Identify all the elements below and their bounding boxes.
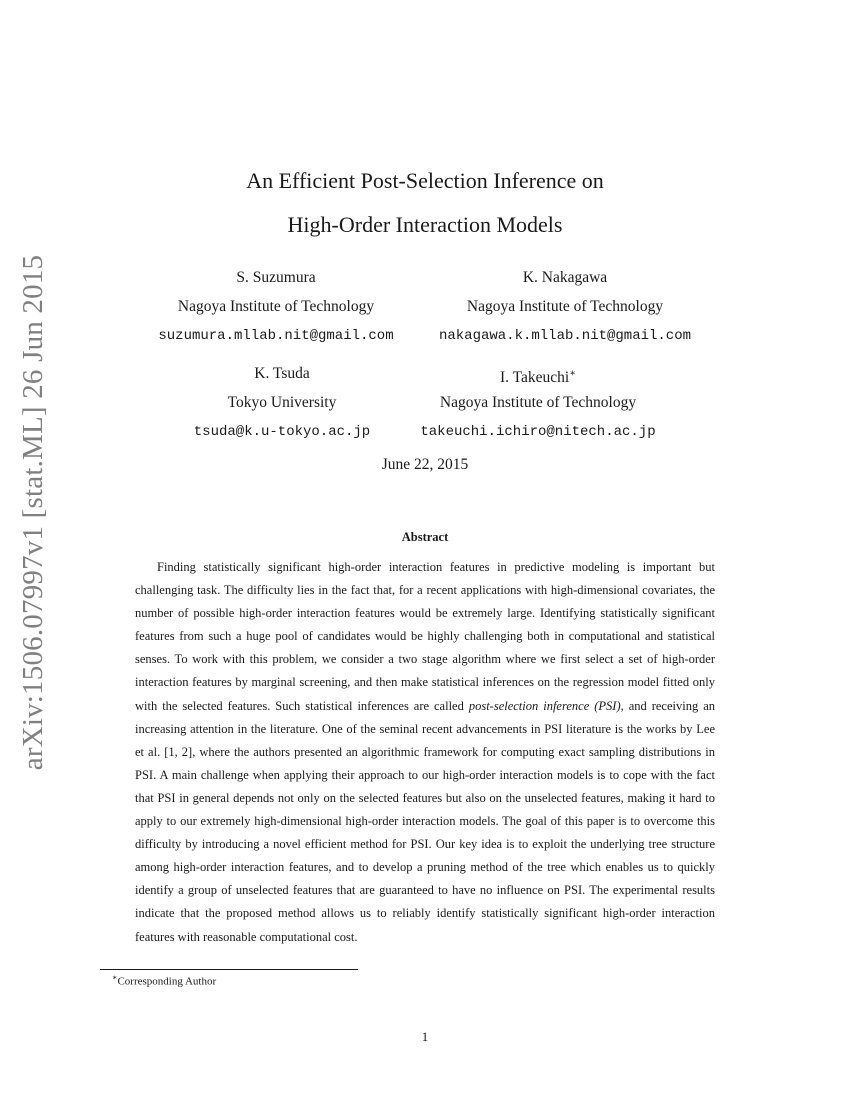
author-block (132, 364, 432, 442)
author-name: K. Nakagawa (522, 269, 608, 286)
author-affiliation: Tokyo University (227, 394, 337, 411)
footnote-mark: ∗ (112, 973, 118, 982)
footnote-text: Corresponding Author (117, 975, 217, 988)
author-name-with-mark (388, 364, 688, 393)
page-number: 1 (421, 1029, 429, 1044)
author-affiliation: Nagoya Institute of Technology (177, 298, 375, 315)
footnote (112, 973, 216, 988)
author-name: I. Takeuchi (499, 369, 570, 387)
author-name: S. Suzumura (236, 269, 316, 286)
author-affiliation: Nagoya Institute of Technology (466, 298, 664, 315)
paper-date: June 22, 2015 (381, 456, 469, 473)
abstract-emphasis: post-selection inference (PSI) (468, 698, 621, 713)
paper-title-line-1: An Efficient Post-Selection Inference on (246, 168, 604, 193)
abstract-body (135, 556, 715, 949)
corresponding-author-mark: ∗ (569, 368, 576, 379)
author-block (388, 364, 688, 442)
author-name: K. Tsuda (254, 365, 310, 382)
abstract-text-part-2: , and receiving an increasing attention in the literature. One of the seminal recent advancements in PSI literature is the works by Lee et al. [1, 2], where the authors presented an algorithmic framework for computing exact sampling distributions in PSI. A main challenge when applying their approach to our high-order interaction models is to cope with the fact that PSI in general depends not only on the selected features but also on the unselected features, making it hard to apply to our extremely high-dimensional high-order interaction models. The goal of this paper is to overcome this difficulty by introducing a novel efficient method for PSI. Our key idea is to exploit the underlying tree structure among high-order interaction features, and to develop a pruning method of the tree which enables us to quickly identify a group of unselected features that are guaranteed to have no influence on PSI. The experimental results indicate that the proposed method allows us to reliably identify statistically significant high-order interaction features with reasonable computational cost. (135, 698, 715, 944)
author-affiliation: Nagoya Institute of Technology (439, 394, 637, 411)
footnote-rule (100, 969, 358, 970)
arxiv-stamp (4, 254, 64, 770)
author-block (415, 268, 715, 346)
paper-title-line-2: High-Order Interaction Models (287, 212, 563, 237)
abstract-heading: Abstract (401, 530, 449, 544)
author-email: nakagawa.k.mllab.nit@gmail.com (438, 328, 692, 344)
author-email: tsuda@k.u-tokyo.ac.jp (193, 424, 371, 440)
author-email: suzumura.mllab.nit@gmail.com (158, 328, 394, 344)
author-block (126, 268, 426, 346)
abstract-text-part-1: Finding statistically significant high-order interaction features in predictive modeling is important but challenging task. The difficulty lies in the fact that, for a recent applications with high-dimensional covariates, the number of possible high-order interaction features would be extremely large. Identifying statistically significant features from such a huge pool of candidates would be highly challenging both in computational and statistical senses. To work with this problem, we consider a two stage algorithm where we first select a set of high-order interaction features by marginal screening, and then make statistical inferences on the regression model fitted only with the selected features. Such statistical inferences are called (135, 560, 715, 713)
arxiv-id: arXiv:1506.07997v1 [stat.ML] 26 Jun 2015 (17, 254, 50, 770)
author-email: takeuchi.ichiro@nitech.ac.jp (420, 424, 656, 440)
